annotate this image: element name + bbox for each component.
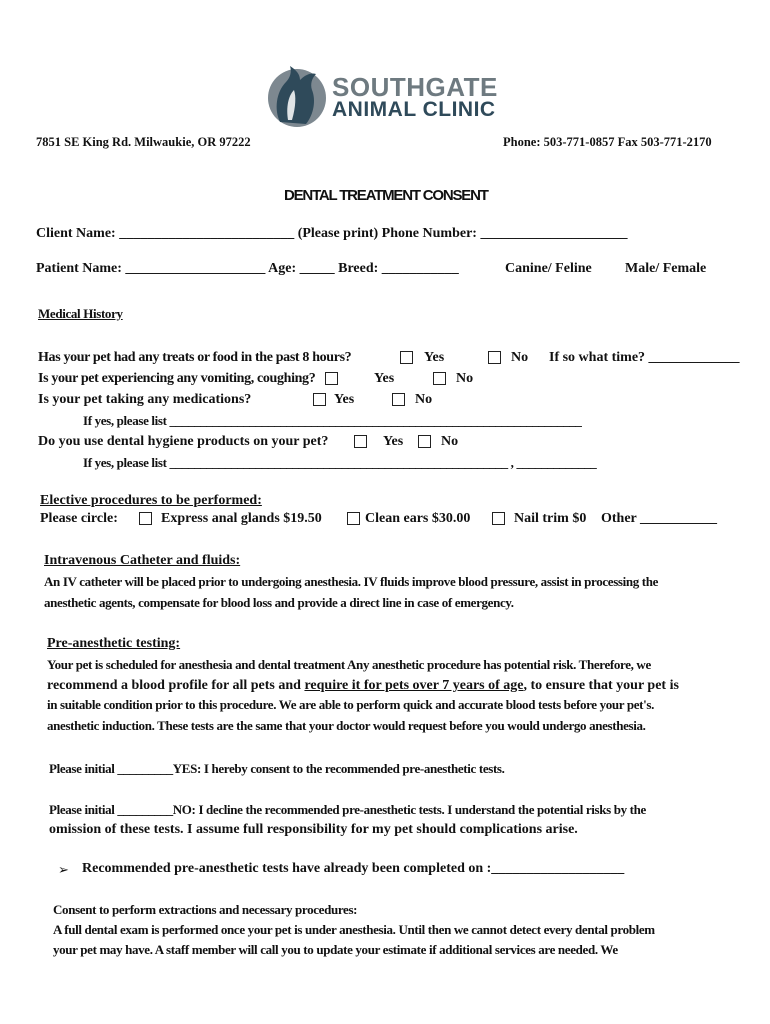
extractions-line2: your pet may have. A staff member will call you to update your estimate if additional services are needed. We xyxy=(53,942,618,957)
q1-yes-checkbox[interactable] xyxy=(400,351,413,364)
consent-no-line2: omission of these tests. I assume full responsibility for my pet should complications arise. xyxy=(49,822,578,837)
patient-name-line: Patient Name: ____________________ Age: _____ Breed: ___________ xyxy=(36,261,459,276)
q-dental-products: Do you use dental hygiene products on your pet? xyxy=(38,434,329,449)
q2-no-label: No xyxy=(456,371,474,386)
sex-options: Male/ Female xyxy=(625,261,707,276)
nail-trim-label: Nail trim $0 xyxy=(514,511,587,526)
clean-ears-label: Clean ears $30.00 xyxy=(365,511,471,526)
q3-no-label: No xyxy=(415,392,433,407)
q3-yes-checkbox[interactable] xyxy=(313,393,326,406)
q-medications: Is your pet taking any medications? xyxy=(38,392,252,407)
pre-line1: Your pet is scheduled for anesthesia and dental treatment Any anesthetic procedure has potential risk. Therefore, we xyxy=(47,657,651,672)
pre-line2-underlined: require it for pets over 7 years of age xyxy=(304,678,524,693)
iv-heading: Intravenous Catheter and fluids: xyxy=(44,553,241,568)
pre-line3: in suitable condition prior to this procedure. We are able to perform quick and accurate blood tests before your pet's. xyxy=(47,697,655,712)
pre-line2-end: , to ensure that your pet is xyxy=(523,678,679,693)
q4-no-label: No xyxy=(441,434,459,449)
pet-silhouette-logo-icon xyxy=(266,62,328,130)
pre-line4: anesthetic induction. These tests are the same that your doctor would request before you would undergo anesthesia. xyxy=(47,718,646,733)
q3-no-checkbox[interactable] xyxy=(392,393,405,406)
anal-glands-checkbox[interactable] xyxy=(139,512,152,525)
clinic-address: 7851 SE King Rd. Milwaukie, OR 97222 xyxy=(36,135,251,149)
nail-trim-checkbox[interactable] xyxy=(492,512,505,525)
q1-no-checkbox[interactable] xyxy=(488,351,501,364)
tests-completed-line: Recommended pre-anesthetic tests have already been completed on :___________________ xyxy=(82,861,625,876)
logo-line1: SOUTHGATE xyxy=(332,72,498,102)
other-field: Other ___________ xyxy=(601,511,718,526)
elective-lead: Please circle: xyxy=(40,511,118,526)
consent-no-line1: Please initial _________NO: I decline the recommended pre-anesthetic tests. I understand the potential risks by the xyxy=(49,802,646,817)
q1-yes-label: Yes xyxy=(424,350,445,365)
extractions-heading: Consent to perform extractions and necessary procedures: xyxy=(53,902,358,917)
consent-yes-line: Please initial _________YES: I hereby consent to the recommended pre-anesthetic tests. xyxy=(49,761,505,776)
q4-yes-label: Yes xyxy=(383,434,404,449)
extractions-line1: A full dental exam is performed once your pet is under anesthesia. Until then we cannot detect every dental problem xyxy=(53,922,655,937)
q2-no-checkbox[interactable] xyxy=(433,372,446,385)
iv-line1: An IV catheter will be placed prior to undergoing anesthesia. IV fluids improve blood pressure, assist in processing the xyxy=(44,574,659,589)
q3-yes-label: Yes xyxy=(334,392,355,407)
q1-time-field: If so what time? _____________ xyxy=(549,350,740,365)
arrow-bullet-icon: ➢ xyxy=(58,862,69,877)
clinic-phone-fax: Phone: 503-771-0857 Fax 503-771-2170 xyxy=(503,135,712,149)
anal-glands-label: Express anal glands $19.50 xyxy=(161,511,322,526)
q2-yes-checkbox[interactable] xyxy=(325,372,338,385)
pre-heading: Pre-anesthetic testing: xyxy=(47,636,181,651)
client-name-line: Client Name: _________________________ (Please print) Phone Number: _____________________ xyxy=(36,226,628,241)
q4-no-checkbox[interactable] xyxy=(418,435,431,448)
q3-list-field: If yes, please list ___________________________________________________________________ xyxy=(83,413,582,428)
pre-line2 xyxy=(47,678,679,694)
q4-yes-checkbox[interactable] xyxy=(354,435,367,448)
page-title: DENTAL TREATMENT CONSENT xyxy=(284,187,488,204)
q1-no-label: No xyxy=(511,350,529,365)
q4-list-field: If yes, please list _______________________________________________________ , _____________ xyxy=(83,455,597,470)
pre-line2-start: recommend a blood profile for all pets and xyxy=(47,678,305,693)
logo-line2: ANIMAL CLINIC xyxy=(332,98,496,121)
species-options: Canine/ Feline xyxy=(505,261,592,276)
q2-yes-label: Yes xyxy=(374,371,395,386)
medical-history-heading: Medical History xyxy=(38,306,123,321)
q-treats-food: Has your pet had any treats or food in the past 8 hours? xyxy=(38,350,352,365)
elective-heading: Elective procedures to be performed: xyxy=(40,493,262,508)
q-vomiting-coughing: Is your pet experiencing any vomiting, coughing? xyxy=(38,371,316,386)
iv-line2: anesthetic agents, compensate for blood loss and provide a direct line in case of emergency. xyxy=(44,595,514,610)
clean-ears-checkbox[interactable] xyxy=(347,512,360,525)
